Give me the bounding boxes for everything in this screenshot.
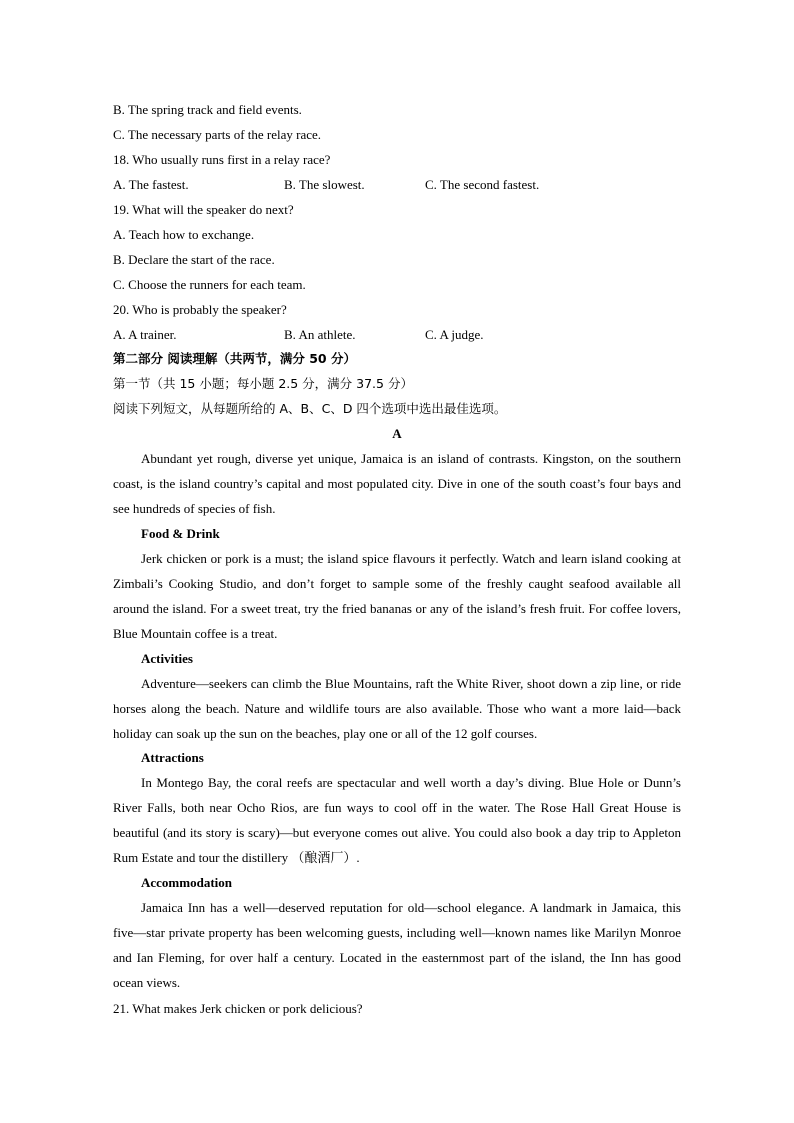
attractions-heading: Attractions [141, 750, 204, 765]
q20-stem: 20. Who is probably the speaker? [113, 302, 287, 317]
attractions-paragraph: In Montego Bay, the coral reefs are spectacular and well worth a day’s diving. Blue Hole or Dunn’s River Falls, both near Ocho Rios, are fun ways to cool off in the water. The Rose Hall Great House is beautiful (and its story is scary)—but everyone comes out alive. You could also book a day trip to Appleton Rum Estate and tour the distillery （酿酒厂）. [113, 775, 681, 865]
q19-option-b: B. Declare the start of the race. [113, 252, 275, 267]
activities-paragraph: Adventure—seekers can climb the Blue Mountains, raft the White River, shoot down a zip line, or ride horses along the beach. Nature and wildlife tours are also available. Those who want a more laid—back holiday can soak up the sun on the beaches, play one or all of the 12 golf courses. [113, 676, 681, 741]
q21-stem: 21. What makes Jerk chicken or pork delicious? [113, 1001, 363, 1016]
q18-option-c: C. The second fastest. [425, 177, 540, 192]
q17-option-b: B. The spring track and field events. [113, 102, 302, 117]
food-paragraph: Jerk chicken or pork is a must; the island spice flavours it perfectly. Watch and learn island cooking at Zimbali’s Cooking Studio, and don’t forget to sample some of the freshly caught seafood available all around the island. For a sweet treat, try the fried bananas or any of the island’s fresh fruit. For coffee lovers, Blue Mountain coffee is a treat. [113, 551, 681, 641]
q18-stem: 18. Who usually runs first in a relay race? [113, 152, 331, 167]
food-heading: Food & Drink [141, 526, 220, 541]
activities-heading: Activities [141, 651, 193, 666]
q17-option-c: C. The necessary parts of the relay race. [113, 127, 322, 142]
q18-option-b: B. The slowest. [284, 177, 365, 192]
part2-title: 第二部分 阅读理解（共两节，满分 50 分） [113, 351, 356, 366]
passage-intro: Abundant yet rough, diverse yet unique, Jamaica is an island of contrasts. Kingston, on the southern coast, is the island country’s capital and most populated city. Dive in one of the south coast’s four bays and see hundreds of species of fish. [113, 451, 681, 516]
reading-instruction: 阅读下列短文，从每题所给的 A、B、C、D 四个选项中选出最佳选项。 [113, 401, 507, 416]
q20-option-a: A. A trainer. [113, 327, 177, 342]
q19-stem: 19. What will the speaker do next? [113, 202, 294, 217]
passage-label: A [392, 426, 402, 441]
q20-option-b: B. An athlete. [284, 327, 356, 342]
q18-option-a: A. The fastest. [113, 177, 189, 192]
accommodation-heading: Accommodation [141, 875, 232, 890]
q19-option-a: A. Teach how to exchange. [113, 227, 255, 242]
accommodation-paragraph: Jamaica Inn has a well—deserved reputation for old—school elegance. A landmark in Jamaica, this five—star private property has been welcoming guests, including well—known names like Marilyn Monroe and Ian Fleming, for over half a century. Located in the easternmost part of the island, the Inn has good ocean views. [113, 900, 681, 990]
q19-option-c: C. Choose the runners for each team. [113, 277, 306, 292]
q20-option-c: C. A judge. [425, 327, 484, 342]
section1-title: 第一节（共 15 小题；每小题 2.5 分，满分 37.5 分） [113, 376, 413, 391]
